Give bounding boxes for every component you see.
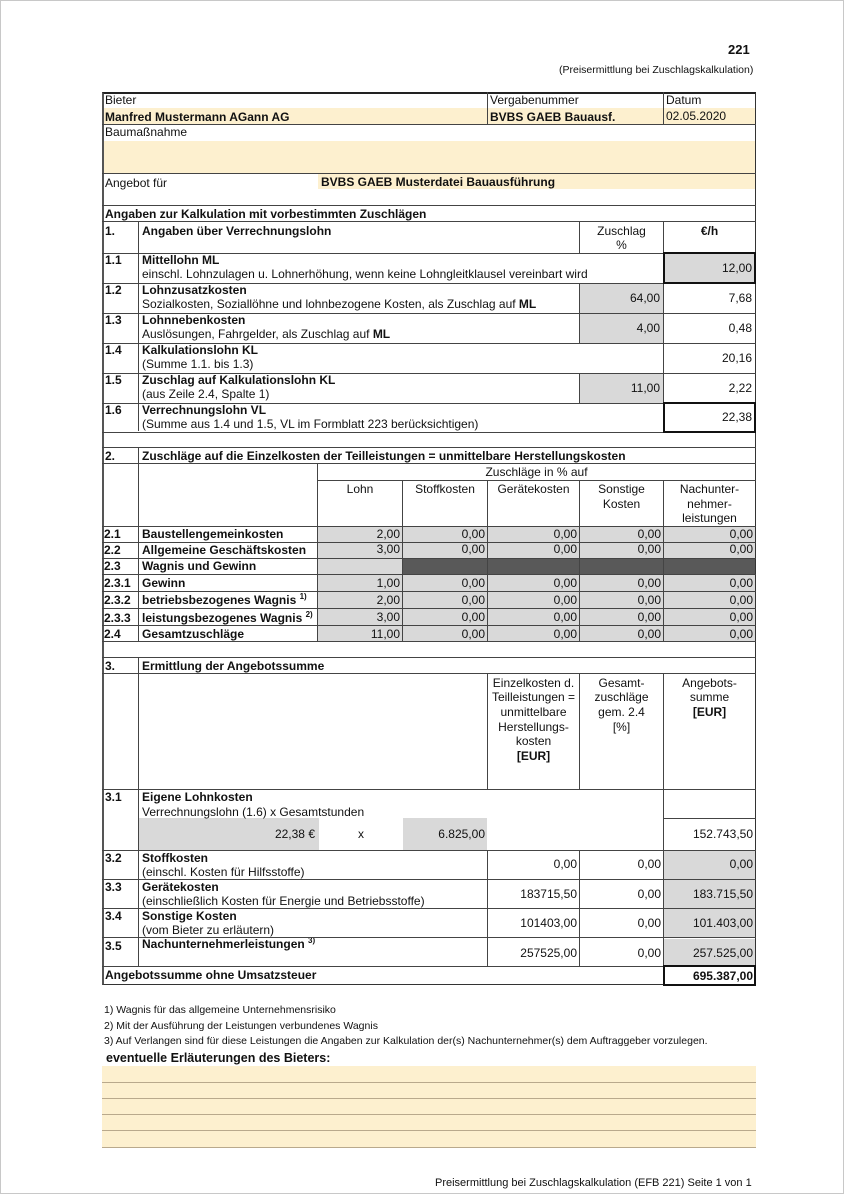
divider bbox=[138, 447, 139, 641]
divider bbox=[487, 673, 488, 789]
cell-nu[interactable]: 0,00 bbox=[729, 610, 753, 624]
row-label: Gesamtzuschläge bbox=[142, 627, 245, 641]
divider bbox=[102, 253, 756, 254]
row-desc: (einschl. Kosten für Hilfsstoffe) bbox=[142, 865, 305, 879]
col-nu-1: Nachunter- bbox=[679, 482, 740, 496]
divider bbox=[102, 313, 756, 314]
ruled-line bbox=[102, 1147, 756, 1148]
row-num: 2.2 bbox=[104, 543, 121, 557]
ruled-line bbox=[102, 1082, 756, 1083]
footnote-2: 2) Mit der Ausführung der Leistungen verbundenes Wagnis bbox=[104, 1020, 378, 1032]
section3-title: Ermittlung der Angebotssumme bbox=[142, 659, 325, 673]
footnote-1: 1) Wagnis für das allgemeine Unternehmensrisiko bbox=[104, 1004, 336, 1016]
highlight-box bbox=[663, 252, 756, 284]
col-gesamtzuschlaege: Gesamt- bbox=[598, 676, 645, 690]
row-num: 3.2 bbox=[105, 851, 122, 865]
row-num: 1.4 bbox=[105, 343, 122, 357]
divider bbox=[102, 850, 756, 851]
bieter-label: Bieter bbox=[105, 93, 137, 107]
cell-sonstige[interactable]: 0,00 bbox=[637, 610, 661, 624]
cell-sonstige[interactable]: 0,00 bbox=[637, 593, 661, 607]
row-desc: (Summe 1.1. bis 1.3) bbox=[142, 357, 254, 371]
divider bbox=[102, 124, 756, 125]
cell-lohn[interactable]: 3,00 bbox=[376, 542, 400, 556]
row-title: Zuschlag auf Kalkulationslohn KL bbox=[142, 373, 336, 387]
form-frame bbox=[102, 92, 756, 985]
summe-value: 183.715,50 bbox=[692, 887, 753, 901]
row-num: 1.5 bbox=[105, 373, 122, 387]
ruled-line bbox=[102, 1130, 756, 1131]
section-title: Angaben zur Kalkulation mit vorbestimmten Zuschlägen bbox=[105, 207, 427, 221]
col-eur-h: €/h bbox=[700, 224, 719, 238]
divider bbox=[663, 818, 756, 819]
row-desc-bold: ML bbox=[372, 327, 391, 341]
divider bbox=[102, 173, 756, 174]
row-num: 1.1 bbox=[105, 253, 122, 267]
row-title: Nachunternehmerleistungen bbox=[142, 937, 305, 951]
zuschlag-value: 0,00 bbox=[637, 887, 661, 901]
cell-stoff[interactable]: 0,00 bbox=[461, 542, 485, 556]
baumassnahme-label: Baumaßnahme bbox=[105, 125, 188, 139]
cell-stoff[interactable]: 0,00 bbox=[461, 610, 485, 624]
datum-label: Datum bbox=[666, 93, 702, 107]
row-num: 2.3.2 bbox=[104, 593, 131, 607]
row-num: 2.1 bbox=[104, 527, 121, 541]
cell-lohn[interactable]: 1,00 bbox=[376, 576, 400, 590]
cell-sonstige[interactable]: 0,00 bbox=[637, 527, 661, 541]
row-title: Eigene Lohnkosten bbox=[142, 790, 253, 804]
divider bbox=[579, 480, 580, 641]
divider bbox=[102, 373, 756, 374]
cell-lohn[interactable]: 3,00 bbox=[376, 610, 400, 624]
erlaeuterungen-label: eventuelle Erläuterungen des Bieters: bbox=[106, 1051, 331, 1065]
row-value: 2,22 bbox=[728, 381, 752, 395]
row-desc: (vom Bieter zu erläutern) bbox=[142, 923, 275, 937]
row-value: 20,16 bbox=[721, 351, 752, 365]
section2-group-header: Zuschläge in % auf bbox=[485, 465, 588, 479]
divider bbox=[318, 480, 756, 481]
cell-sonstige[interactable]: 0,00 bbox=[637, 576, 661, 590]
row-desc-bold: ML bbox=[518, 297, 537, 311]
total-value: 695.387,00 bbox=[692, 969, 753, 983]
row-desc: (Summe aus 1.4 und 1.5, VL im Formblatt 223 berücksichtigen) bbox=[142, 417, 479, 431]
row-num: 2.3.3 bbox=[104, 611, 131, 625]
cell-stoff: 0,00 bbox=[461, 627, 485, 641]
cell-geraet[interactable]: 0,00 bbox=[553, 610, 577, 624]
zuschlag-value: 0,00 bbox=[637, 857, 661, 871]
col-lohn: Lohn bbox=[346, 482, 374, 496]
row-desc: Verrechnungslohn (1.6) x Gesamtstunden bbox=[142, 805, 365, 819]
divider bbox=[663, 221, 664, 253]
row-num: 1.3 bbox=[105, 313, 122, 327]
col-sonstige-2: Kosten bbox=[602, 497, 641, 511]
row-label: betriebsbezogenes Wagnis bbox=[142, 593, 297, 607]
divider bbox=[102, 574, 756, 575]
section2-title: Zuschläge auf die Einzelkosten der Teilleistungen = unmittelbare Herstellungskosten bbox=[142, 449, 626, 463]
form-number: 221 bbox=[728, 42, 750, 57]
divider bbox=[663, 673, 664, 966]
form-subtitle: (Preisermittlung bei Zuschlagskalkulation) bbox=[559, 64, 754, 76]
row-pct: 64,00 bbox=[629, 291, 660, 305]
row-title: Kalkulationslohn KL bbox=[142, 343, 259, 357]
cell-geraet[interactable]: 0,00 bbox=[553, 542, 577, 556]
col-sonstige-1: Sonstige bbox=[598, 482, 645, 496]
row-title: Lohnzusatzkosten bbox=[142, 283, 247, 297]
cell-nu: 0,00 bbox=[729, 627, 753, 641]
row-value: 12,00 bbox=[721, 261, 752, 275]
datum-value: 02.05.2020 bbox=[666, 109, 727, 123]
divider bbox=[317, 463, 318, 641]
col-einzelkosten: Teilleistungen = bbox=[491, 690, 576, 704]
row-title: Stoffkosten bbox=[142, 851, 208, 865]
cell-nu[interactable]: 0,00 bbox=[729, 593, 753, 607]
col-einzelkosten: Herstellungs- bbox=[498, 720, 569, 734]
lohn-value: 22,38 € bbox=[274, 827, 315, 841]
cell-stoff[interactable]: 0,00 bbox=[461, 576, 485, 590]
col-zuschlag-unit: % bbox=[616, 238, 627, 252]
divider bbox=[102, 657, 756, 658]
row-title: Sonstige Kosten bbox=[142, 909, 237, 923]
col-angebotssumme: Angebots- bbox=[682, 676, 737, 690]
section3-num: 3. bbox=[105, 659, 116, 673]
cell-lohn[interactable]: 2,00 bbox=[376, 527, 400, 541]
row-value: 22,38 bbox=[721, 410, 752, 424]
col-stoffkosten: Stoffkosten bbox=[415, 482, 475, 496]
cell-stoff[interactable]: 0,00 bbox=[461, 527, 485, 541]
divider bbox=[102, 879, 756, 880]
divider bbox=[102, 542, 756, 543]
zuschlag-value: 0,00 bbox=[637, 916, 661, 930]
divider bbox=[102, 966, 756, 967]
summe-value: 257.525,00 bbox=[692, 946, 753, 960]
row-num: 3.1 bbox=[105, 790, 122, 804]
row-label: Allgemeine Geschäftskosten bbox=[142, 543, 307, 557]
footnote-ref: 1) bbox=[299, 592, 307, 601]
summe-value: 101.403,00 bbox=[692, 916, 753, 930]
divider bbox=[102, 937, 756, 938]
row-title: Lohnnebenkosten bbox=[142, 313, 246, 327]
row-num: 1.6 bbox=[105, 403, 122, 417]
row-title: Verrechnungslohn VL bbox=[142, 403, 267, 417]
cell-stoff[interactable]: 0,00 bbox=[461, 593, 485, 607]
footnote-ref: 2) bbox=[305, 610, 313, 619]
cell-sonstige[interactable]: 0,00 bbox=[637, 542, 661, 556]
divider bbox=[102, 432, 756, 433]
col-einzelkosten: kosten bbox=[515, 734, 552, 748]
cell-lohn[interactable]: 2,00 bbox=[376, 593, 400, 607]
divider bbox=[102, 447, 756, 448]
row-desc: (einschließlich Kosten für Energie und Betriebsstoffe) bbox=[142, 894, 425, 908]
cell-geraet: 0,00 bbox=[553, 627, 577, 641]
cell-lohn: 11,00 bbox=[370, 627, 400, 641]
cell-sonstige: 0,00 bbox=[637, 627, 661, 641]
einzelkosten-value: 0,00 bbox=[553, 857, 577, 871]
einzelkosten-value: 101403,00 bbox=[520, 916, 577, 930]
section2-num: 2. bbox=[105, 449, 116, 463]
row-value: 0,48 bbox=[728, 321, 752, 335]
row-num: 3.5 bbox=[105, 939, 122, 953]
divider bbox=[102, 403, 756, 404]
divider bbox=[102, 463, 756, 464]
row-pct: 11,00 bbox=[630, 381, 660, 395]
angebot-label: Angebot für bbox=[105, 176, 168, 190]
row-num: 3.3 bbox=[105, 880, 122, 894]
divider bbox=[102, 221, 756, 222]
row-label: Wagnis und Gewinn bbox=[142, 559, 257, 573]
divider bbox=[102, 591, 756, 592]
col-gesamtzuschlaege: [%] bbox=[612, 720, 631, 734]
row-title: Gerätekosten bbox=[142, 880, 219, 894]
divider bbox=[663, 480, 664, 641]
col-einzelkosten: [EUR] bbox=[516, 749, 551, 763]
row-desc: einschl. Lohnzulagen u. Lohnerhöhung, wenn keine Lohngleitklausel vereinbart wird bbox=[142, 267, 588, 281]
section1-title: Angaben über Verrechnungslohn bbox=[142, 224, 332, 238]
col-zuschlag: Zuschlag bbox=[597, 224, 646, 238]
times-sign: x bbox=[358, 827, 364, 841]
cell-geraet[interactable]: 0,00 bbox=[553, 527, 577, 541]
cell-geraet[interactable]: 0,00 bbox=[553, 593, 577, 607]
divider bbox=[487, 92, 488, 124]
row-num: 3.4 bbox=[105, 909, 122, 923]
row-num: 1.2 bbox=[105, 283, 122, 297]
summe-value: 0,00 bbox=[729, 857, 753, 871]
col-gesamtzuschlaege: gem. 2.4 bbox=[598, 705, 645, 719]
divider bbox=[138, 657, 139, 966]
col-angebotssumme: [EUR] bbox=[692, 705, 727, 719]
einzelkosten-value: 257525,00 bbox=[520, 946, 577, 960]
divider bbox=[102, 526, 756, 527]
row-num: 2.4 bbox=[104, 627, 121, 641]
cell-nu[interactable]: 0,00 bbox=[729, 527, 753, 541]
highlight-box bbox=[663, 402, 756, 433]
lohnkosten-summe: 152.743,50 bbox=[692, 827, 753, 841]
row-num: 2.3.1 bbox=[104, 576, 131, 590]
cell-nu[interactable]: 0,00 bbox=[729, 542, 753, 556]
divider bbox=[102, 343, 756, 344]
col-geraetekosten: Gerätekosten bbox=[497, 482, 570, 496]
divider bbox=[102, 608, 756, 609]
row-label: Baustellengemeinkosten bbox=[142, 527, 284, 541]
ruled-line bbox=[102, 1098, 756, 1099]
col-einzelkosten: Einzelkosten d. bbox=[492, 676, 575, 690]
vergabenummer-label: Vergabenummer bbox=[490, 93, 579, 107]
col-nu-2: nehmer- bbox=[687, 497, 732, 511]
cell-nu[interactable]: 0,00 bbox=[729, 576, 753, 590]
row-label: Gewinn bbox=[142, 576, 186, 590]
divider bbox=[579, 221, 580, 253]
erlaeuterungen-textarea[interactable] bbox=[102, 1066, 756, 1148]
col-angebotssumme: summe bbox=[689, 690, 730, 704]
divider bbox=[402, 480, 403, 641]
row-value: 7,68 bbox=[728, 291, 752, 305]
divider bbox=[579, 373, 580, 403]
footnote-ref: 3) bbox=[308, 936, 316, 945]
col-einzelkosten: unmittelbare bbox=[500, 705, 567, 719]
footnote-3: 3) Auf Verlangen sind für diese Leistungen die Angaben zur Kalkulation der(s) Nachunternehmer(s) dem Auftraggeber vorzulegen. bbox=[104, 1035, 708, 1047]
cell-geraet[interactable]: 0,00 bbox=[553, 576, 577, 590]
divider bbox=[102, 625, 756, 626]
row-desc: Sozialkosten, Soziallöhne und lohnbezogene Kosten, als Zuschlag auf bbox=[142, 297, 519, 311]
stunden-value: 6.825,00 bbox=[438, 827, 485, 841]
col-gesamtzuschlaege: zuschläge bbox=[594, 690, 649, 704]
divider bbox=[663, 92, 664, 124]
divider bbox=[102, 789, 756, 790]
bieter-value: Manfred Mustermann AGann AG bbox=[105, 110, 290, 124]
ruled-line bbox=[102, 1114, 756, 1115]
divider bbox=[579, 673, 580, 789]
divider bbox=[102, 283, 756, 284]
divider bbox=[102, 641, 756, 642]
page-footer: Preisermittlung bei Zuschlagskalkulation (EFB 221) Seite 1 von 1 bbox=[435, 1177, 752, 1189]
row-desc: Auslösungen, Fahrgelder, als Zuschlag auf bbox=[142, 327, 373, 341]
divider bbox=[102, 908, 756, 909]
row-desc: (aus Zeile 2.4, Spalte 1) bbox=[142, 387, 270, 401]
total-box bbox=[663, 965, 756, 986]
divider bbox=[487, 480, 488, 641]
col-nu-3: leistungen bbox=[682, 511, 737, 525]
divider bbox=[102, 558, 756, 559]
divider bbox=[102, 205, 756, 206]
zuschlag-value: 0,00 bbox=[637, 946, 661, 960]
total-label: Angebotssumme ohne Umsatzsteuer bbox=[105, 968, 317, 982]
row-num: 2.3 bbox=[104, 559, 121, 573]
angebot-value: BVBS GAEB Musterdatei Bauausführung bbox=[321, 175, 556, 189]
row-label: leistungsbezogenes Wagnis bbox=[142, 611, 303, 625]
einzelkosten-value: 183715,50 bbox=[520, 887, 577, 901]
divider bbox=[102, 673, 756, 674]
vergabenummer-value: BVBS GAEB Bauausf. bbox=[490, 110, 616, 124]
section1-num: 1. bbox=[105, 224, 116, 238]
row-pct: 4,00 bbox=[636, 321, 660, 335]
row-title: Mittellohn ML bbox=[142, 253, 220, 267]
